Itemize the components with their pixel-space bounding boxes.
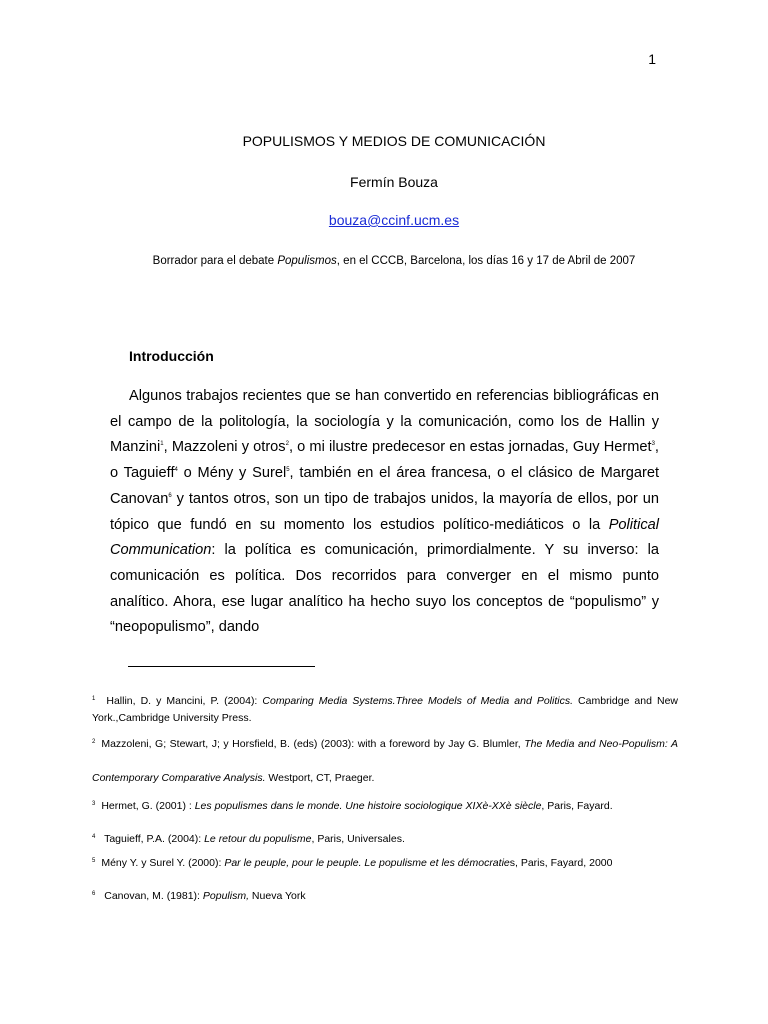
footnote-6 (92, 888, 678, 905)
footnote-text-run: Hermet, G. (2001) : (101, 800, 195, 812)
body-paragraph-text-run: , también en el área francesa, o el clásico de Margaret Canovan (110, 465, 660, 507)
footnote-marker: 5 (286, 467, 290, 474)
footnote-text-run: Westport, CT, Praeger. (265, 772, 375, 784)
body-paragraph-text-run: , o mi ilustre predecesor en estas jornadas, Guy Hermet (288, 439, 652, 456)
footnote-italic-run: Les populismes dans le monde. Une histoire sociologique XIXè-XXè siècle (194, 800, 542, 812)
body-paragraph (110, 384, 659, 641)
footnote-marker: 3 (651, 441, 655, 448)
body-paragraph-text-run: , Mazzoleni y otros (163, 439, 286, 456)
footnote-italic-run: Le retour du populisme (204, 833, 312, 845)
body-paragraph-italic-run: Political Communication (110, 516, 659, 559)
footnote-number: 5 (92, 857, 96, 864)
footnote-marker: 2 (285, 441, 289, 448)
footnote-number: 4 (92, 833, 96, 840)
footnote-3 (92, 798, 678, 815)
author-email (0, 212, 768, 228)
footnote-marker: 1 (160, 441, 164, 448)
footnote-number: 3 (92, 800, 96, 807)
footnote-text-run: , Paris, Universales. (311, 833, 405, 845)
footnote-italic-run: Par le peuple, pour le peuple. Le populisme et les démocratie (224, 857, 510, 869)
body-paragraph-text-run: o Mény y Surel (177, 465, 287, 482)
page-number: 1 (648, 51, 656, 67)
footnote-number: 6 (92, 890, 96, 897)
author-name: Fermín Bouza (350, 174, 438, 190)
footnote-text-run: Taguieff, P.A. (2004): (101, 833, 205, 845)
footnote-2 (92, 727, 678, 795)
document-title: POPULISMOS Y MEDIOS DE COMUNICACIÓN (242, 133, 546, 149)
footnote-text-run: Mény Y. y Surel Y. (2000): (101, 857, 225, 869)
draft-note (130, 250, 658, 272)
footnote-text-run: , Paris, Fayard. (541, 800, 613, 812)
footnote-text-run: Nueva York (249, 890, 306, 902)
draft-note-text-run: Borrador para el debate (152, 255, 278, 267)
draft-note-italic-run: Populismos (277, 255, 337, 267)
footnote-4 (92, 831, 678, 848)
footnote-1 (92, 693, 678, 727)
footnote-text-run: Mazzoleni, G; Stewart, J; y Horsfield, B. (eds) (2003): with a foreword by Jay G. Blumler, (101, 738, 525, 750)
body-paragraph-text-run: Algunos trabajos recientes que se han convertido en referencias bibliográficas en el campo de la politología, la sociología y la comunicación, como los de Hallin y Manzini (110, 388, 659, 456)
footnote-italic-run: The Media and Neo-Populism: A Contemporary Comparative Analysis. (92, 738, 678, 784)
body-paragraph-text-run: : la política es comunicación, primordialmente. Y su inverso: la comunicación es política. Dos recorridos para converger en el mismo punto analítico. Ahora, ese lugar analítico ha hecho suyo los conceptos de “populismo” y “neopopulismo”, dando (110, 542, 659, 636)
body-paragraph-text-run: y tantos otros, son un tipo de trabajos unidos, la mayoría de ellos, por un tópico que fundó en su momento los estudios político-mediáticos o la (110, 490, 659, 533)
footnote-text-run: s, Paris, Fayard, 2000 (509, 857, 613, 869)
author-email-link[interactable]: bouza@ccinf.ucm.es (328, 212, 460, 228)
footnote-marker: 4 (174, 467, 178, 474)
footnote-separator (128, 666, 315, 667)
footnote-number: 2 (92, 738, 96, 745)
footnote-italic-run: Comparing Media Systems.Three Models of Media and Politics. (262, 695, 574, 707)
footnote-text-run: Hallin, D. y Mancini, P. (2004): (101, 695, 263, 707)
footnote-text-run: Cambridge and New York.,Cambridge University Press. (92, 695, 678, 724)
footnote-italic-run: Populism, (202, 890, 250, 902)
body-paragraph-text-run: , o Taguieff (110, 439, 659, 482)
section-heading: Introducción (129, 348, 214, 364)
footnote-text-run: Canovan, M. (1981): (101, 890, 203, 902)
footnote-number: 1 (92, 695, 96, 702)
footnote-5 (92, 855, 678, 872)
footnote-marker: 6 (168, 492, 172, 499)
draft-note-text-run: , en el CCCB, Barcelona, los días 16 y 17 de Abril de 2007 (336, 255, 636, 267)
